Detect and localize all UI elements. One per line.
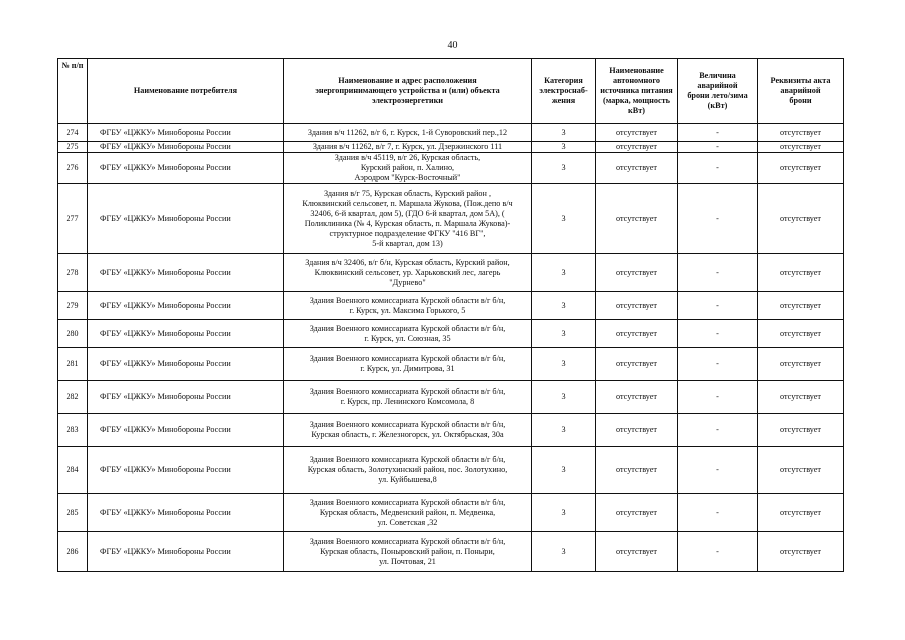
cell-consumer: ФГБУ «ЦЖКУ» Минобороны России	[88, 292, 284, 320]
header-reserve: Величина аварийной брони лето/зима (кВт)	[678, 59, 758, 124]
header-power-source: Наименование автономного источника питания (марка, мощность кВт)	[596, 59, 678, 124]
cell-act: отсутствует	[758, 292, 844, 320]
header-address: Наименование и адрес расположения энергопринимающего устройства и (или) объекта электроэнергетики	[284, 59, 532, 124]
cell-power-source: отсутствует	[596, 494, 678, 532]
cell-reserve: -	[678, 142, 758, 153]
cell-reserve: -	[678, 184, 758, 254]
cell-number: 279	[58, 292, 88, 320]
cell-reserve: -	[678, 414, 758, 447]
cell-number: 282	[58, 381, 88, 414]
header-number: № п/п	[58, 59, 88, 124]
cell-power-source: отсутствует	[596, 142, 678, 153]
consumers-table	[57, 58, 844, 572]
cell-number: 275	[58, 142, 88, 153]
cell-power-source: отсутствует	[596, 254, 678, 292]
cell-address: Здания Военного комиссариата Курской области в/г б/н, Курская область, Медвенский район, п. Медвенка, ул. Советская ,32	[284, 494, 532, 532]
cell-address: Здания в/ч 45119, в/г 26, Курская область, Курский район, п. Халино, Аэродром "Курск-Восточный"	[284, 153, 532, 184]
cell-address: Здания Военного комиссариата Курской области в/г б/н, г. Курск, ул. Максима Горького, 5	[284, 292, 532, 320]
cell-power-source: отсутствует	[596, 447, 678, 494]
cell-category: 3	[532, 254, 596, 292]
table-row	[58, 414, 844, 447]
cell-reserve: -	[678, 494, 758, 532]
table-row	[58, 381, 844, 414]
header-category: Категория электроснаб- жения	[532, 59, 596, 124]
cell-act: отсутствует	[758, 447, 844, 494]
header-row	[58, 59, 844, 124]
table-row	[58, 447, 844, 494]
cell-address: Здания Военного комиссариата Курской области в/г б/н, г. Курск, пр. Ленинского Комсомола, 8	[284, 381, 532, 414]
cell-address: Здания в/ч 11262, в/г 7, г. Курск, ул. Дзержинского 111	[284, 142, 532, 153]
cell-reserve: -	[678, 292, 758, 320]
cell-category: 3	[532, 142, 596, 153]
header-consumer: Наименование потребителя	[88, 59, 284, 124]
cell-reserve: -	[678, 447, 758, 494]
cell-number: 285	[58, 494, 88, 532]
cell-consumer: ФГБУ «ЦЖКУ» Минобороны России	[88, 142, 284, 153]
cell-number: 276	[58, 153, 88, 184]
cell-reserve: -	[678, 381, 758, 414]
cell-number: 278	[58, 254, 88, 292]
cell-number: 286	[58, 532, 88, 572]
cell-category: 3	[532, 532, 596, 572]
cell-address: Здания в/ч 32406, в/г б/н, Курская область, Курский район, Клюквинский сельсовет, ур. Харьковский лес, лагерь "Дурнево"	[284, 254, 532, 292]
cell-consumer: ФГБУ «ЦЖКУ» Минобороны России	[88, 532, 284, 572]
cell-reserve: -	[678, 254, 758, 292]
cell-number: 284	[58, 447, 88, 494]
table-row	[58, 184, 844, 254]
cell-consumer: ФГБУ «ЦЖКУ» Минобороны России	[88, 447, 284, 494]
cell-number: 283	[58, 414, 88, 447]
cell-number: 274	[58, 124, 88, 142]
cell-act: отсутствует	[758, 142, 844, 153]
cell-category: 3	[532, 292, 596, 320]
table-row	[58, 320, 844, 348]
cell-act: отсутствует	[758, 153, 844, 184]
cell-category: 3	[532, 124, 596, 142]
table-row	[58, 142, 844, 153]
cell-number: 281	[58, 348, 88, 381]
table-row	[58, 494, 844, 532]
cell-power-source: отсутствует	[596, 124, 678, 142]
table-row	[58, 292, 844, 320]
cell-act: отсутствует	[758, 124, 844, 142]
table-row	[58, 124, 844, 142]
cell-consumer: ФГБУ «ЦЖКУ» Минобороны России	[88, 184, 284, 254]
cell-category: 3	[532, 414, 596, 447]
cell-consumer: ФГБУ «ЦЖКУ» Минобороны России	[88, 494, 284, 532]
cell-consumer: ФГБУ «ЦЖКУ» Минобороны России	[88, 124, 284, 142]
cell-power-source: отсутствует	[596, 348, 678, 381]
cell-reserve: -	[678, 153, 758, 184]
cell-category: 3	[532, 184, 596, 254]
cell-consumer: ФГБУ «ЦЖКУ» Минобороны России	[88, 254, 284, 292]
cell-act: отсутствует	[758, 494, 844, 532]
cell-act: отсутствует	[758, 184, 844, 254]
cell-consumer: ФГБУ «ЦЖКУ» Минобороны России	[88, 153, 284, 184]
cell-power-source: отсутствует	[596, 184, 678, 254]
cell-act: отсутствует	[758, 254, 844, 292]
cell-category: 3	[532, 447, 596, 494]
page-number: 40	[447, 40, 458, 51]
cell-address: Здания Военного комиссариата Курской области в/г б/н, г. Курск, ул. Союзная, 35	[284, 320, 532, 348]
cell-power-source: отсутствует	[596, 292, 678, 320]
cell-address: Здания Военного комиссариата Курской области в/г б/н, Курская область, г. Железногорск, ул. Октябрьская, 30а	[284, 414, 532, 447]
cell-reserve: -	[678, 124, 758, 142]
cell-address: Здания в/г 75, Курская область, Курский район , Клюквинский сельсовет, п. Маршала Жукова, (Пож.депо в/ч 32406, 6-й квартал, дом 5), (ГДО 6-й квартал, дом 5А), ( Поликлиника (№ 4, Курская область, п. Маршала Жукова)- структурное подразделение ФГКУ "416 ВГ", 5-й квартал, дом 13)	[284, 184, 532, 254]
cell-category: 3	[532, 348, 596, 381]
table-row	[58, 532, 844, 572]
cell-act: отсутствует	[758, 348, 844, 381]
header-act: Реквизиты акта аварийной брони	[758, 59, 844, 124]
cell-power-source: отсутствует	[596, 532, 678, 572]
table-row	[58, 153, 844, 184]
cell-consumer: ФГБУ «ЦЖКУ» Минобороны России	[88, 348, 284, 381]
cell-reserve: -	[678, 348, 758, 381]
cell-category: 3	[532, 381, 596, 414]
cell-address: Здания Военного комиссариата Курской области в/г б/н, г. Курск, ул. Димитрова, 31	[284, 348, 532, 381]
cell-power-source: отсутствует	[596, 320, 678, 348]
table-row	[58, 348, 844, 381]
cell-number: 277	[58, 184, 88, 254]
cell-power-source: отсутствует	[596, 381, 678, 414]
table-row	[58, 254, 844, 292]
cell-number: 280	[58, 320, 88, 348]
cell-reserve: -	[678, 320, 758, 348]
cell-reserve: -	[678, 532, 758, 572]
cell-category: 3	[532, 153, 596, 184]
cell-category: 3	[532, 494, 596, 532]
cell-act: отсутствует	[758, 532, 844, 572]
cell-consumer: ФГБУ «ЦЖКУ» Минобороны России	[88, 381, 284, 414]
cell-consumer: ФГБУ «ЦЖКУ» Минобороны России	[88, 320, 284, 348]
cell-consumer: ФГБУ «ЦЖКУ» Минобороны России	[88, 414, 284, 447]
cell-act: отсутствует	[758, 320, 844, 348]
cell-power-source: отсутствует	[596, 153, 678, 184]
cell-act: отсутствует	[758, 381, 844, 414]
cell-category: 3	[532, 320, 596, 348]
cell-address: Здания в/ч 11262, в/г 6, г. Курск, 1-й Суворовский пер.,12	[284, 124, 532, 142]
cell-address: Здания Военного комиссариата Курской области в/г б/н, Курская область, Золотухинский район, пос. Золотухино, ул. Куйбышева,8	[284, 447, 532, 494]
cell-address: Здания Военного комиссариата Курской области в/г б/н, Курская область, Поныровский район, п. Поныри, ул. Почтовая, 21	[284, 532, 532, 572]
cell-power-source: отсутствует	[596, 414, 678, 447]
cell-act: отсутствует	[758, 414, 844, 447]
